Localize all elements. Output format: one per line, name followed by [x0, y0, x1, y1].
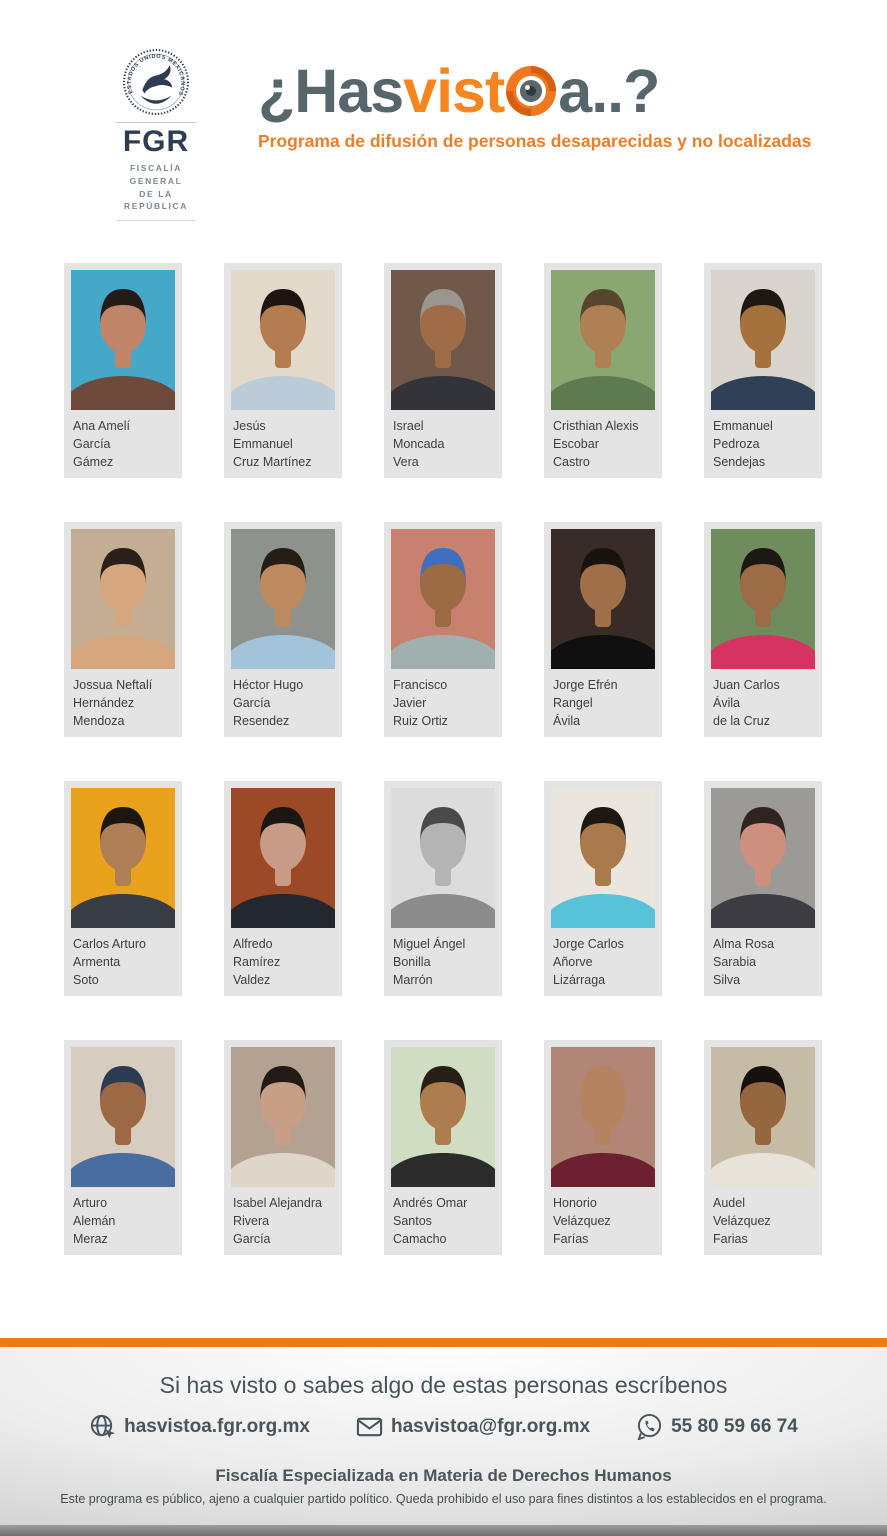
envelope-icon [356, 1413, 383, 1440]
footer-headline: Si has visto o sabes algo de estas personas escríbenos [159, 1372, 728, 1398]
person-name: Jorge Efrén Rangel Ávila [553, 678, 618, 728]
person-photo [391, 1047, 495, 1187]
person-photo [71, 270, 175, 410]
person-name: Cristhian Alexis Escobar Castro [553, 419, 639, 469]
person-card[interactable] [64, 263, 182, 478]
person-card[interactable] [704, 1040, 822, 1255]
person-name: Carlos Arturo Armenta Soto [73, 937, 146, 987]
person-card[interactable] [224, 781, 342, 996]
footer-accent-bar [0, 1338, 887, 1347]
phone-number: 55 80 59 66 74 [671, 1415, 798, 1437]
eye-icon [505, 65, 557, 117]
program-subtitle: Programa de difusión de personas desaparecidas y no localizadas [258, 131, 812, 152]
contact-website[interactable] [89, 1413, 310, 1440]
agency-name: Fiscalía Especializada en Materia de Derechos Humanos [215, 1466, 672, 1485]
bottom-strip [0, 1525, 887, 1536]
person-card[interactable] [384, 263, 502, 478]
program-title-block [258, 58, 818, 152]
person-photo [231, 1047, 335, 1187]
website-url: hasvistoa.fgr.org.mx [124, 1415, 310, 1437]
person-name: Miguel Ángel Bonilla Marrón [393, 937, 466, 987]
person-card[interactable] [64, 522, 182, 737]
person-card[interactable] [704, 781, 822, 996]
person-name: Israel Moncada Vera [393, 419, 445, 469]
person-photo [391, 529, 495, 669]
person-photo [711, 270, 815, 410]
person-card[interactable] [544, 263, 662, 478]
person-photo [71, 1047, 175, 1187]
person-photo [71, 529, 175, 669]
contact-list [0, 1413, 887, 1440]
person-card[interactable] [704, 522, 822, 737]
page-title: ¿Hasvist a..? [258, 57, 660, 125]
person-card[interactable] [384, 781, 502, 996]
globe-cursor-icon [89, 1413, 116, 1440]
person-card[interactable] [704, 263, 822, 478]
logo-org-name: FISCALÍA GENERAL DE LA REPÚBLICA [124, 163, 188, 212]
person-card[interactable] [224, 263, 342, 478]
person-card[interactable] [224, 522, 342, 737]
person-photo [231, 788, 335, 928]
person-card[interactable] [64, 781, 182, 996]
person-card[interactable] [384, 522, 502, 737]
person-photo [551, 788, 655, 928]
person-name: Ana Amelí García Gámez [73, 419, 130, 469]
person-photo [391, 788, 495, 928]
legal-disclaimer: Este programa es público, ajeno a cualquier partido político. Queda prohibido el uso para fines distintos a los establecidos en el programa. [60, 1492, 827, 1506]
person-name: Héctor Hugo García Resendez [233, 678, 304, 728]
person-photo [231, 270, 335, 410]
people-grid [64, 263, 826, 1255]
person-card[interactable] [384, 1040, 502, 1255]
person-name: Francisco Javier Ruiz Ortiz [393, 678, 448, 728]
fgr-logo [108, 48, 204, 221]
mexico-seal-icon [122, 48, 190, 116]
footer [0, 1347, 887, 1536]
whatsapp-icon [636, 1413, 663, 1440]
person-name: Alfredo Ramírez Valdez [233, 937, 281, 987]
person-card[interactable] [224, 1040, 342, 1255]
person-name: Juan Carlos Ávila de la Cruz [713, 678, 780, 728]
person-card[interactable] [64, 1040, 182, 1255]
person-photo [551, 529, 655, 669]
logo-underline [116, 220, 196, 221]
contact-email[interactable] [356, 1413, 590, 1440]
person-photo [711, 1047, 815, 1187]
person-photo [711, 529, 815, 669]
person-name: Jorge Carlos Añorve Lizárraga [553, 937, 624, 987]
person-card[interactable] [544, 781, 662, 996]
person-name: Jossua Neftalí Hernández Mendoza [73, 678, 153, 728]
person-card[interactable] [544, 1040, 662, 1255]
person-name: Emmanuel Pedroza Sendejas [713, 419, 773, 469]
person-photo [231, 529, 335, 669]
person-photo [391, 270, 495, 410]
contact-phone[interactable] [636, 1413, 798, 1440]
person-name: Audel Velázquez Farias [713, 1196, 771, 1246]
person-photo [551, 1047, 655, 1187]
person-name: Jesús Emmanuel Cruz Martínez [233, 419, 312, 469]
person-name: Alma Rosa Sarabia Silva [713, 937, 775, 987]
person-name: Honorio Velázquez Farías [553, 1196, 611, 1246]
person-card[interactable] [544, 522, 662, 737]
person-name: Arturo Alemán Meraz [73, 1196, 116, 1246]
person-photo [551, 270, 655, 410]
email-address: hasvistoa@fgr.org.mx [390, 1415, 591, 1437]
person-name: Isabel Alejandra Rivera García [233, 1196, 322, 1246]
logo-org-acronym: FGR [122, 125, 190, 158]
person-photo [711, 788, 815, 928]
person-photo [71, 788, 175, 928]
logo-divider [116, 122, 196, 123]
svg-text:ESTADOS UNIDOS MEXICANOS: ESTADOS UNIDOS MEXICANOS [126, 53, 186, 97]
person-name: Andrés Omar Santos Camacho [393, 1196, 468, 1246]
